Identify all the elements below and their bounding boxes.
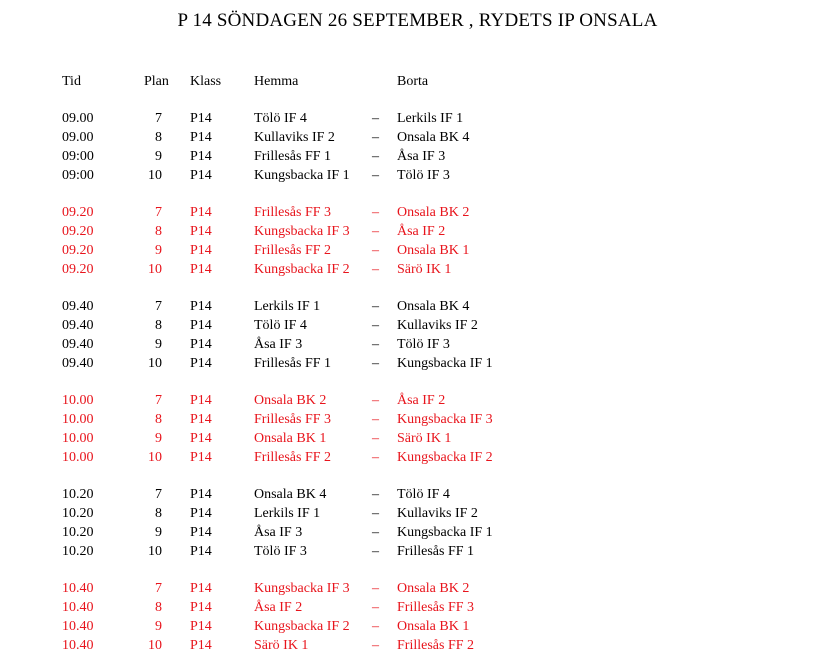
match-tid: 10.20 — [62, 506, 94, 521]
table-row — [0, 636, 835, 655]
match-klass: P14 — [190, 412, 212, 427]
table-row — [0, 579, 835, 598]
match-hemma: Frillesås FF 1 — [254, 149, 332, 164]
match-dash: – — [372, 506, 379, 521]
match-borta: Onsala BK 2 — [397, 581, 470, 596]
match-plan: 10 — [148, 638, 162, 653]
match-borta: Kullaviks IF 2 — [397, 506, 478, 521]
match-tid: 10.00 — [62, 450, 94, 465]
match-plan: 7 — [155, 581, 162, 596]
match-klass: P14 — [190, 619, 212, 634]
match-plan: 8 — [155, 224, 162, 239]
match-plan: 8 — [155, 412, 162, 427]
table-row — [0, 297, 835, 316]
table-row — [0, 128, 835, 147]
table-row — [0, 485, 835, 504]
table-row — [0, 542, 835, 561]
match-tid: 10.00 — [62, 393, 94, 408]
table-row — [0, 241, 835, 260]
match-tid: 09.40 — [62, 318, 94, 333]
header-plan: Plan — [144, 74, 169, 89]
match-borta: Åsa IF 2 — [397, 224, 446, 239]
match-hemma: Kungsbacka IF 2 — [254, 262, 350, 277]
match-plan: 9 — [155, 431, 162, 446]
match-tid: 10.00 — [62, 412, 94, 427]
match-tid: 10.20 — [62, 544, 94, 559]
match-hemma: Åsa IF 3 — [254, 337, 303, 352]
match-tid: 09.40 — [62, 356, 94, 371]
table-row — [0, 260, 835, 279]
match-plan: 10 — [148, 544, 162, 559]
match-hemma: Tölö IF 3 — [254, 544, 307, 559]
match-tid: 09.40 — [62, 337, 94, 352]
match-borta: Frillesås FF 1 — [397, 544, 475, 559]
match-dash: – — [372, 224, 379, 239]
match-hemma: Särö IK 1 — [254, 638, 309, 653]
match-borta: Onsala BK 4 — [397, 130, 470, 145]
match-tid: 10.20 — [62, 525, 94, 540]
match-dash: – — [372, 581, 379, 596]
match-dash: – — [372, 356, 379, 371]
match-dash: – — [372, 393, 379, 408]
table-row — [0, 504, 835, 523]
match-plan: 10 — [148, 168, 162, 183]
match-dash: – — [372, 638, 379, 653]
match-plan: 7 — [155, 487, 162, 502]
table-row — [0, 166, 835, 185]
match-hemma: Frillesås FF 3 — [254, 412, 332, 427]
match-borta: Tölö IF 4 — [397, 487, 450, 502]
table-row — [0, 354, 835, 373]
table-row — [0, 617, 835, 636]
match-borta: Särö IK 1 — [397, 431, 452, 446]
match-dash: – — [372, 149, 379, 164]
match-plan: 9 — [155, 337, 162, 352]
match-borta: Lerkils IF 1 — [397, 111, 464, 126]
header-tid: Tid — [62, 74, 81, 89]
match-klass: P14 — [190, 318, 212, 333]
table-row — [0, 147, 835, 166]
match-borta: Onsala BK 4 — [397, 299, 470, 314]
match-dash: – — [372, 299, 379, 314]
match-borta: Onsala BK 1 — [397, 243, 470, 258]
match-hemma: Kungsbacka IF 3 — [254, 581, 350, 596]
match-borta: Frillesås FF 3 — [397, 600, 475, 615]
match-hemma: Onsala BK 1 — [254, 431, 327, 446]
match-dash: – — [372, 168, 379, 183]
match-hemma: Onsala BK 4 — [254, 487, 327, 502]
match-klass: P14 — [190, 130, 212, 145]
match-dash: – — [372, 111, 379, 126]
header-borta: Borta — [397, 74, 429, 89]
match-borta: Åsa IF 3 — [397, 149, 446, 164]
match-hemma: Frillesås FF 2 — [254, 450, 332, 465]
match-tid: 09.20 — [62, 262, 94, 277]
match-borta: Onsala BK 2 — [397, 205, 470, 220]
table-row — [0, 316, 835, 335]
match-tid: 10.40 — [62, 581, 94, 596]
match-tid: 09.40 — [62, 299, 94, 314]
match-plan: 8 — [155, 600, 162, 615]
match-tid: 10.40 — [62, 600, 94, 615]
match-klass: P14 — [190, 431, 212, 446]
match-klass: P14 — [190, 262, 212, 277]
table-row — [0, 448, 835, 467]
match-dash: – — [372, 450, 379, 465]
match-borta: Kungsbacka IF 1 — [397, 356, 493, 371]
match-hemma: Tölö IF 4 — [254, 111, 307, 126]
match-klass: P14 — [190, 337, 212, 352]
page-title: P 14 SÖNDAGEN 26 SEPTEMBER , RYDETS IP ONSALA — [177, 10, 658, 31]
match-dash: – — [372, 487, 379, 502]
header-klass: Klass — [190, 74, 222, 89]
match-dash: – — [372, 412, 379, 427]
match-plan: 9 — [155, 619, 162, 634]
match-klass: P14 — [190, 243, 212, 258]
match-tid: 10.20 — [62, 487, 94, 502]
match-plan: 7 — [155, 393, 162, 408]
match-tid: 09.00 — [62, 111, 94, 126]
match-plan: 9 — [155, 243, 162, 258]
match-dash: – — [372, 337, 379, 352]
match-plan: 9 — [155, 525, 162, 540]
match-klass: P14 — [190, 224, 212, 239]
match-dash: – — [372, 619, 379, 634]
match-hemma: Frillesås FF 2 — [254, 243, 332, 258]
match-plan: 9 — [155, 149, 162, 164]
match-klass: P14 — [190, 111, 212, 126]
table-row — [0, 222, 835, 241]
table-row — [0, 429, 835, 448]
match-dash: – — [372, 544, 379, 559]
match-plan: 10 — [148, 356, 162, 371]
match-hemma: Kungsbacka IF 1 — [254, 168, 350, 183]
match-tid: 10.40 — [62, 638, 94, 653]
match-plan: 10 — [148, 262, 162, 277]
match-dash: – — [372, 130, 379, 145]
match-borta: Tölö IF 3 — [397, 337, 450, 352]
match-tid: 09:00 — [62, 149, 94, 164]
match-borta: Kungsbacka IF 3 — [397, 412, 493, 427]
match-hemma: Lerkils IF 1 — [254, 299, 321, 314]
match-tid: 10.00 — [62, 431, 94, 446]
match-plan: 8 — [155, 506, 162, 521]
match-hemma: Lerkils IF 1 — [254, 506, 321, 521]
match-borta: Tölö IF 3 — [397, 168, 450, 183]
match-klass: P14 — [190, 487, 212, 502]
match-hemma: Kullaviks IF 2 — [254, 130, 335, 145]
match-tid: 09.20 — [62, 205, 94, 220]
match-klass: P14 — [190, 525, 212, 540]
match-hemma: Åsa IF 2 — [254, 600, 303, 615]
match-borta: Kungsbacka IF 2 — [397, 450, 493, 465]
match-dash: – — [372, 600, 379, 615]
match-klass: P14 — [190, 581, 212, 596]
match-tid: 09:00 — [62, 168, 94, 183]
match-borta: Frillesås FF 2 — [397, 638, 475, 653]
match-klass: P14 — [190, 544, 212, 559]
match-plan: 7 — [155, 111, 162, 126]
match-plan: 8 — [155, 130, 162, 145]
match-plan: 7 — [155, 299, 162, 314]
match-plan: 10 — [148, 450, 162, 465]
match-hemma: Onsala BK 2 — [254, 393, 327, 408]
match-dash: – — [372, 431, 379, 446]
match-borta: Onsala BK 1 — [397, 619, 470, 634]
match-hemma: Kungsbacka IF 2 — [254, 619, 350, 634]
match-tid: 09.00 — [62, 130, 94, 145]
table-row — [0, 109, 835, 128]
table-row — [0, 410, 835, 429]
match-klass: P14 — [190, 149, 212, 164]
match-hemma: Åsa IF 3 — [254, 525, 303, 540]
match-borta: Åsa IF 2 — [397, 393, 446, 408]
match-dash: – — [372, 243, 379, 258]
match-plan: 7 — [155, 205, 162, 220]
match-borta: Särö IK 1 — [397, 262, 452, 277]
header-hemma: Hemma — [254, 74, 299, 89]
match-tid: 09.20 — [62, 243, 94, 258]
table-row — [0, 335, 835, 354]
match-klass: P14 — [190, 638, 212, 653]
match-klass: P14 — [190, 506, 212, 521]
match-dash: – — [372, 525, 379, 540]
match-plan: 8 — [155, 318, 162, 333]
match-klass: P14 — [190, 168, 212, 183]
match-klass: P14 — [190, 356, 212, 371]
table-header — [0, 72, 835, 91]
match-hemma: Kungsbacka IF 3 — [254, 224, 350, 239]
match-hemma: Frillesås FF 3 — [254, 205, 332, 220]
table-row — [0, 523, 835, 542]
match-borta: Kullaviks IF 2 — [397, 318, 478, 333]
match-klass: P14 — [190, 393, 212, 408]
match-hemma: Frillesås FF 1 — [254, 356, 332, 371]
match-klass: P14 — [190, 205, 212, 220]
table-row — [0, 391, 835, 410]
match-tid: 09.20 — [62, 224, 94, 239]
match-dash: – — [372, 262, 379, 277]
match-dash: – — [372, 318, 379, 333]
match-klass: P14 — [190, 450, 212, 465]
table-row — [0, 598, 835, 617]
match-borta: Kungsbacka IF 1 — [397, 525, 493, 540]
match-dash: – — [372, 205, 379, 220]
match-klass: P14 — [190, 600, 212, 615]
match-hemma: Tölö IF 4 — [254, 318, 307, 333]
match-tid: 10.40 — [62, 619, 94, 634]
table-row — [0, 203, 835, 222]
match-klass: P14 — [190, 299, 212, 314]
